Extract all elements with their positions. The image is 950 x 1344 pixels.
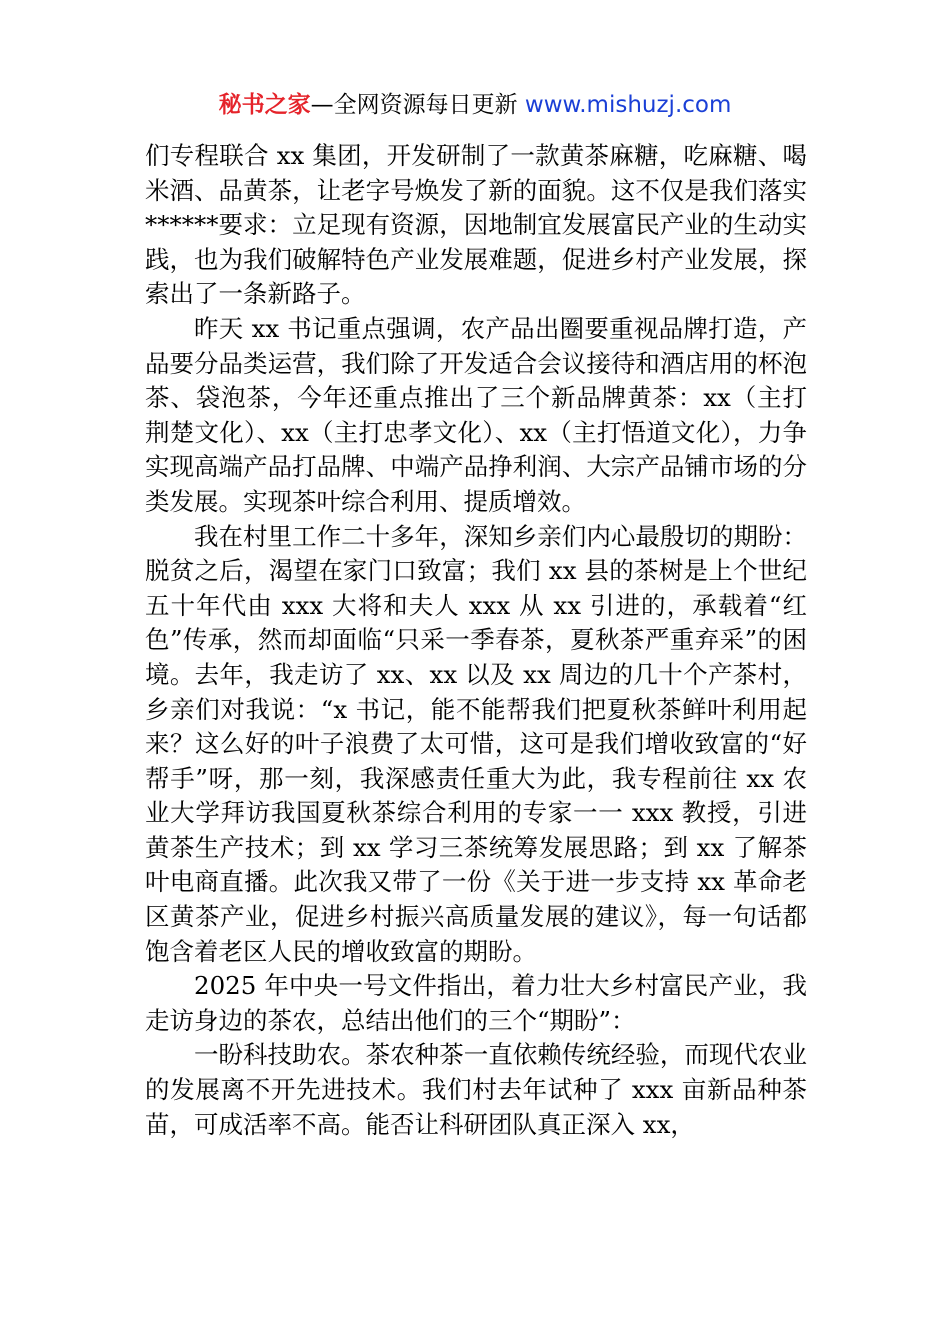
paragraph: 一盼科技助农。茶农种茶一直依赖传统经验，而现代农业的发展离不开先进技术。我们村去年试种了 xxx 亩新品种茶苗，可成活率不高。能否让科研团队真正深入 xx，: [145, 1040, 807, 1139]
paragraph: 们专程联合 xx 集团，开发研制了一款黄茶麻糖，吃麻糖、喝米酒、品黄茶，让老字号焕发了新的面貌。这不仅是我们落实******要求：立足现有资源，因地制宜发展富民产业的生动实践，也为我们破解特色产业发展难题，促进乡村产业发展，探索出了一条新路子。: [145, 141, 807, 309]
page-header: [0, 88, 950, 122]
header-tagline: —全网资源每日更新: [310, 92, 518, 118]
brand-name: 秘书之家: [218, 92, 311, 118]
paragraph: 2025 年中央一号文件指出，着力壮大乡村富民产业，我走访身边的茶农，总结出他们的三个“期盼”：: [145, 971, 807, 1035]
paragraph: 昨天 xx 书记重点强调，农产品出圈要重视品牌打造，产品要分品类运营，我们除了开发适合会议接待和酒店用的杯泡茶、袋泡茶，今年还重点推出了三个新品牌黄茶：xx（主打荆楚文化）、xx（主打忠孝文化）、xx（主打悟道文化），力争实现高端产品打品牌、中端产品挣利润、大宗产品铺市场的分类发展。实现茶叶综合利用、提质增效。: [145, 313, 807, 516]
site-url-link[interactable]: www.mishuzj.com: [524, 92, 732, 118]
paragraph: 我在村里工作二十多年，深知乡亲们内心最殷切的期盼：脱贫之后，渴望在家门口致富；我们 xx 县的茶树是上个世纪五十年代由 xxx 大将和夫人 xxx 从 xx 引进的，承载着“红色”传承，然而却面临“只采一季春茶，夏秋茶严重弃采”的困境。去年，我走访了 xx、xx 以及 xx 周边的几十个产茶村，乡亲们对我说：“x 书记，能不能帮我们把夏秋茶鲜叶利用起来？这么好的叶子浪费了太可惜，这可是我们增收致富的“好帮手”呀，那一刻，我深感责任重大为此，我专程前往 xx 农业大学拜访我国夏秋茶综合利用的专家一一 xxx 教授，引进黄茶生产技术；到 xx 学习三茶统筹发展思路；到 xx 了解茶叶电商直播。此次我又带了一份《关于进一步支持 xx 革命老区黄茶产业，促进乡村振兴高质量发展的建议》，每一句话都饱含着老区人民的增收致富的期盼。: [145, 521, 807, 966]
document-body: [145, 139, 807, 1142]
